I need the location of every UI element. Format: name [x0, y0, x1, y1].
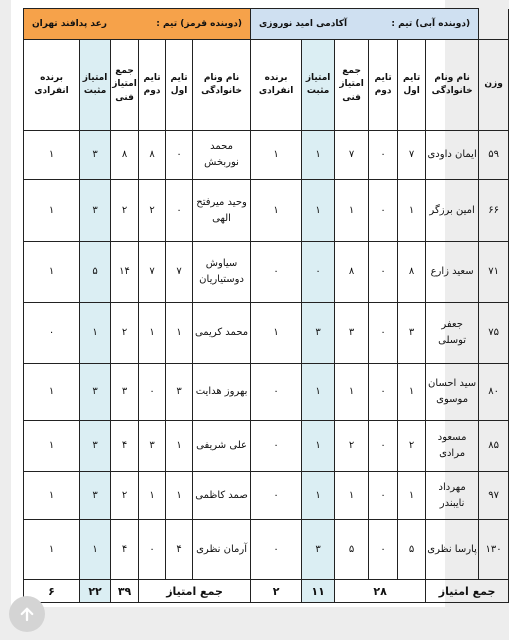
red-name-cell: بهروز هدایت [193, 364, 251, 421]
red-second-half-cell: ۲ [139, 180, 166, 242]
red-positive-cell: ۱ [80, 303, 111, 364]
red-name-cell: محمد کریمی [193, 303, 251, 364]
blue-positive-cell: ۱ [302, 472, 335, 520]
red-positive-sum: ۲۲ [80, 580, 111, 603]
weight-cell: ۱۳۰ [479, 520, 509, 580]
weight-cell: ۹۷ [479, 472, 509, 520]
blue-tech-total-sum: ۲۸ [335, 580, 426, 603]
table-row [24, 242, 509, 303]
totals-row [24, 580, 509, 603]
red-winner-cell: ۱ [24, 472, 80, 520]
blue-first-half-cell: ۱ [398, 180, 426, 242]
blue-positive-cell: ۱ [302, 180, 335, 242]
col-red-winner: برنده انفرادی [24, 40, 80, 131]
blue-tech-total-cell: ۱ [335, 364, 369, 421]
table-row [24, 303, 509, 364]
col-blue-first-half: تایم اول [398, 40, 426, 131]
arrow-up-icon [18, 605, 36, 623]
weight-cell: ۸۰ [479, 364, 509, 421]
col-blue-positive: امتیاز مثبت [302, 40, 335, 131]
red-winner-cell: ۱ [24, 364, 80, 421]
red-winner-sum: ۶ [24, 580, 80, 603]
blue-second-half-cell: ۰ [369, 180, 398, 242]
red-tech-total-cell: ۴ [111, 421, 139, 472]
table-row [24, 520, 509, 580]
blue-tech-total-cell: ۲ [335, 421, 369, 472]
blue-second-half-cell: ۰ [369, 472, 398, 520]
blue-name-cell: پارسا نظری [426, 520, 479, 580]
red-tech-total-cell: ۲ [111, 472, 139, 520]
blue-winner-cell: ۱ [251, 180, 302, 242]
blue-winner-cell: ۱ [251, 131, 302, 180]
blue-name-cell: مهرداد نایبندر [426, 472, 479, 520]
red-second-half-cell: ۳ [139, 421, 166, 472]
blue-winner-cell: ۰ [251, 364, 302, 421]
red-first-half-cell: ۱ [166, 421, 193, 472]
blue-tech-total-cell: ۱ [335, 472, 369, 520]
table-row [24, 180, 509, 242]
column-header-row [24, 40, 509, 131]
red-second-half-cell: ۱ [139, 303, 166, 364]
blue-tech-total-cell: ۵ [335, 520, 369, 580]
red-positive-cell: ۳ [80, 421, 111, 472]
weight-cell: ۸۵ [479, 421, 509, 472]
red-totals-label: جمع امتیاز [139, 580, 251, 603]
red-name-cell: آرمان نظری [193, 520, 251, 580]
blue-second-half-cell: ۰ [369, 131, 398, 180]
blue-winner-cell: ۰ [251, 242, 302, 303]
red-first-half-cell: ۴ [166, 520, 193, 580]
red-team-label: (دوبنده قرمز) تیم : [156, 19, 243, 29]
col-red-positive: امتیاز مثبت [80, 40, 111, 131]
blue-team-name: آکادمی امید نوروزی [259, 19, 348, 29]
weight-cell: ۶۶ [479, 180, 509, 242]
blue-name-cell: جعفر توسلی [426, 303, 479, 364]
blue-team-label: (دوبنده آبی) تیم : [391, 19, 471, 29]
blue-first-half-cell: ۷ [398, 131, 426, 180]
red-first-half-cell: ۰ [166, 180, 193, 242]
red-name-cell: وحید میرفتح الهی [193, 180, 251, 242]
weight-cell: ۷۵ [479, 303, 509, 364]
blue-tech-total-cell: ۷ [335, 131, 369, 180]
red-tech-total-cell: ۲ [111, 180, 139, 242]
table-row [24, 131, 509, 180]
red-tech-total-sum: ۳۹ [111, 580, 139, 603]
scroll-up-button[interactable] [9, 596, 45, 632]
blue-first-half-cell: ۲ [398, 421, 426, 472]
col-blue-second-half: تایم دوم [369, 40, 398, 131]
red-positive-cell: ۳ [80, 364, 111, 421]
red-second-half-cell: ۷ [139, 242, 166, 303]
blue-second-half-cell: ۰ [369, 364, 398, 421]
red-positive-cell: ۳ [80, 472, 111, 520]
col-blue-tech-total: جمع امتیاز فنی [335, 40, 369, 131]
red-first-half-cell: ۱ [166, 303, 193, 364]
col-blue-name: نام ونام خانوادگی [426, 40, 479, 131]
blue-name-cell: ایمان داودی [426, 131, 479, 180]
red-second-half-cell: ۸ [139, 131, 166, 180]
red-winner-cell: ۰ [24, 303, 80, 364]
blue-first-half-cell: ۱ [398, 364, 426, 421]
team-header-row [24, 9, 509, 40]
blue-name-cell: سید احسان موسوی [426, 364, 479, 421]
blue-positive-sum: ۱۱ [302, 580, 335, 603]
blue-tech-total-cell: ۱ [335, 180, 369, 242]
red-name-cell: محمد نوربخش [193, 131, 251, 180]
red-second-half-cell: ۰ [139, 520, 166, 580]
blue-positive-cell: ۱ [302, 364, 335, 421]
red-team-name: رعد پدافند تهران [32, 19, 107, 29]
red-first-half-cell: ۱ [166, 472, 193, 520]
red-second-half-cell: ۰ [139, 364, 166, 421]
table-row [24, 364, 509, 421]
blue-first-half-cell: ۸ [398, 242, 426, 303]
blue-positive-cell: ۱ [302, 421, 335, 472]
blue-first-half-cell: ۳ [398, 303, 426, 364]
red-winner-cell: ۱ [24, 421, 80, 472]
red-winner-cell: ۱ [24, 180, 80, 242]
blue-winner-sum: ۲ [251, 580, 302, 603]
red-winner-cell: ۱ [24, 520, 80, 580]
blue-name-cell: مسعود مرادی [426, 421, 479, 472]
red-winner-cell: ۱ [24, 131, 80, 180]
blue-second-half-cell: ۰ [369, 303, 398, 364]
red-tech-total-cell: ۳ [111, 364, 139, 421]
blue-second-half-cell: ۰ [369, 242, 398, 303]
blue-winner-cell: ۰ [251, 421, 302, 472]
blue-positive-cell: ۱ [302, 131, 335, 180]
col-weight: وزن [479, 40, 509, 131]
blue-name-cell: سعید زارع [426, 242, 479, 303]
blue-positive-cell: ۳ [302, 303, 335, 364]
red-first-half-cell: ۳ [166, 364, 193, 421]
weight-cell: ۷۱ [479, 242, 509, 303]
blue-first-half-cell: ۵ [398, 520, 426, 580]
red-second-half-cell: ۱ [139, 472, 166, 520]
red-winner-cell: ۱ [24, 242, 80, 303]
col-red-first-half: تایم اول [166, 40, 193, 131]
red-name-cell: علی شریفی [193, 421, 251, 472]
red-first-half-cell: ۷ [166, 242, 193, 303]
red-positive-cell: ۵ [80, 242, 111, 303]
table-row [24, 421, 509, 472]
blue-positive-cell: ۰ [302, 242, 335, 303]
red-name-cell: سیاوش دوستیاریان [193, 242, 251, 303]
col-blue-winner: برنده انفرادی [251, 40, 302, 131]
blue-second-half-cell: ۰ [369, 421, 398, 472]
col-red-tech-total: جمع امتیاز فنی [111, 40, 139, 131]
col-red-name: نام ونام خانوادگی [193, 40, 251, 131]
blue-tech-total-cell: ۸ [335, 242, 369, 303]
blue-tech-total-cell: ۳ [335, 303, 369, 364]
red-positive-cell: ۱ [80, 520, 111, 580]
weight-header-spacer [479, 9, 509, 40]
blue-winner-cell: ۰ [251, 472, 302, 520]
blue-positive-cell: ۳ [302, 520, 335, 580]
red-first-half-cell: ۰ [166, 131, 193, 180]
weight-cell: ۵۹ [479, 131, 509, 180]
red-team-header [24, 9, 251, 40]
table-row [24, 472, 509, 520]
blue-team-header [251, 9, 479, 40]
red-tech-total-cell: ۲ [111, 303, 139, 364]
results-table [23, 8, 509, 603]
blue-totals-label: جمع امتیاز [426, 580, 509, 603]
blue-first-half-cell: ۱ [398, 472, 426, 520]
red-tech-total-cell: ۴ [111, 520, 139, 580]
red-tech-total-cell: ۸ [111, 131, 139, 180]
blue-second-half-cell: ۰ [369, 520, 398, 580]
red-positive-cell: ۳ [80, 131, 111, 180]
red-tech-total-cell: ۱۴ [111, 242, 139, 303]
blue-winner-cell: ۰ [251, 520, 302, 580]
blue-winner-cell: ۱ [251, 303, 302, 364]
red-name-cell: صمد کاظمی [193, 472, 251, 520]
red-positive-cell: ۳ [80, 180, 111, 242]
blue-name-cell: امین برزگر [426, 180, 479, 242]
col-red-second-half: تایم دوم [139, 40, 166, 131]
